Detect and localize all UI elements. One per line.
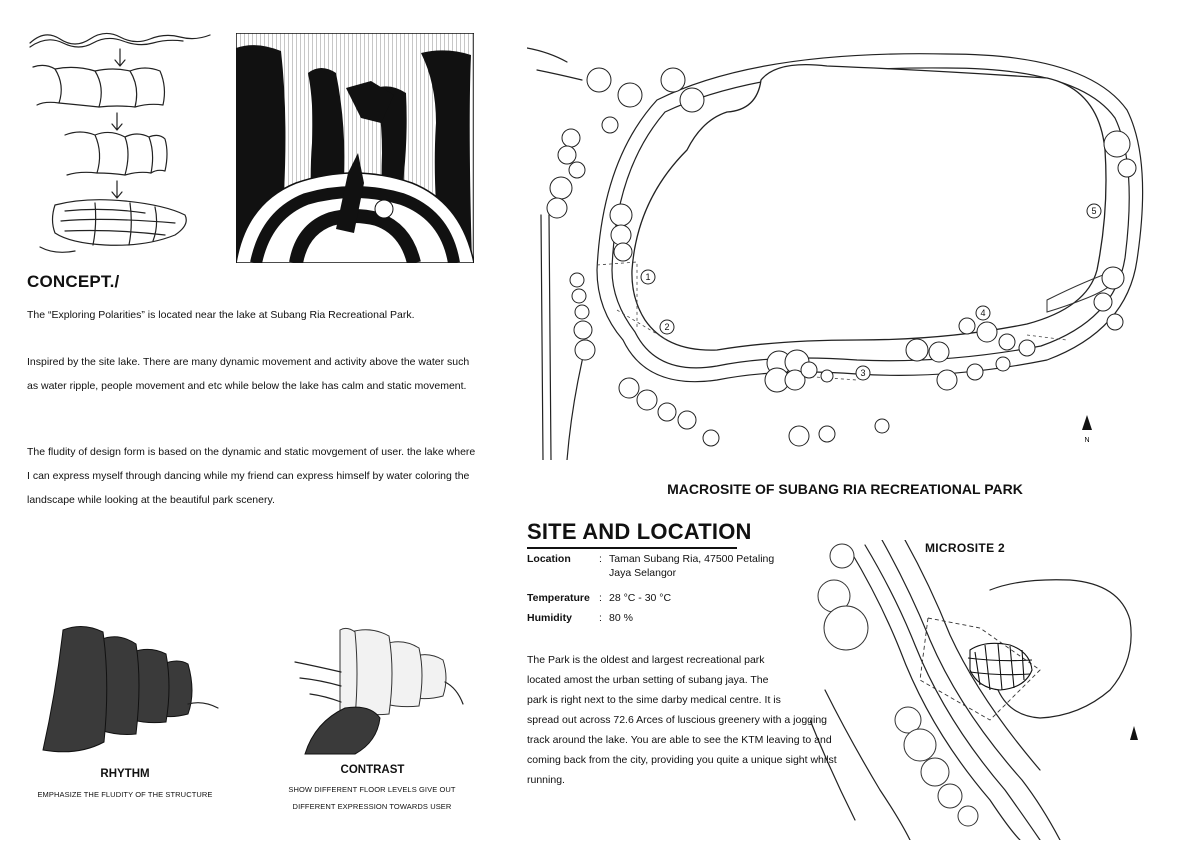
microsite-title: MICROSITE 2 bbox=[925, 541, 1005, 555]
park-description-line: park is right next to the sime darby medical centre. It is bbox=[527, 694, 781, 706]
info-value-location-line-2: Jaya Selangor bbox=[609, 567, 677, 579]
contrast-title: CONTRAST bbox=[340, 764, 405, 776]
rhythm-description: EMPHASIZE THE FLUDITY OF THE STRUCTURE bbox=[37, 790, 213, 799]
site-heading: SITE AND LOCATION bbox=[527, 519, 752, 544]
polarities-ink-sketch bbox=[236, 33, 474, 263]
marker-4: 4 bbox=[980, 308, 986, 318]
wave-form-concept-sketch bbox=[25, 25, 220, 265]
marker-3: 3 bbox=[860, 368, 866, 378]
rhythm-sketch bbox=[38, 622, 238, 762]
macrosite-map bbox=[527, 40, 1167, 460]
info-colon-temperature: : bbox=[599, 592, 602, 604]
north-label: N bbox=[1084, 437, 1090, 444]
park-description-line: The Park is the oldest and largest recreational park bbox=[527, 654, 765, 666]
concept-paragraph-location: The “Exploring Polarities” is located near the lake at Subang Ria Recreational Park. bbox=[27, 309, 415, 321]
marker-2: 2 bbox=[664, 322, 670, 332]
info-colon-location: : bbox=[599, 553, 602, 565]
marker-5: 5 bbox=[1091, 206, 1097, 216]
info-value-humidity: 80 % bbox=[609, 612, 633, 624]
info-label-temperature: Temperature bbox=[527, 592, 590, 604]
site-heading-underline bbox=[527, 547, 737, 549]
concept-heading: CONCEPT./ bbox=[27, 272, 120, 291]
rhythm-title: RHYTHM bbox=[100, 768, 150, 780]
park-description-line: track around the lake. You are able to see the KTM leaving to and bbox=[527, 734, 832, 746]
info-value-temperature: 28 °C - 30 °C bbox=[609, 592, 672, 604]
park-description-line: coming back from the city, providing you quite a unique sight whilst bbox=[527, 754, 837, 766]
contrast-description-line-2: DIFFERENT EXPRESSION TOWARDS USER bbox=[292, 802, 452, 811]
info-location bbox=[527, 553, 787, 581]
park-description-line: located amost the urban setting of subang jaya. The bbox=[527, 674, 769, 686]
north-arrow-icon bbox=[1082, 415, 1092, 444]
info-colon-humidity: : bbox=[599, 612, 602, 624]
macrosite-title: MACROSITE OF SUBANG RIA RECREATIONAL PARK bbox=[667, 481, 1023, 497]
contrast-description-line-1: SHOW DIFFERENT FLOOR LEVELS GIVE OUT bbox=[288, 785, 456, 794]
park-description-line: running. bbox=[527, 774, 565, 786]
info-humidity bbox=[527, 612, 787, 626]
info-label-location: Location bbox=[527, 553, 571, 565]
north-arrow-icon bbox=[1130, 726, 1138, 740]
park-description-line: spread out across 72.6 Arces of luscious greenery with a jogging bbox=[527, 714, 828, 726]
info-value-location-line-1: Taman Subang Ria, 47500 Petaling bbox=[609, 553, 775, 565]
info-label-humidity: Humidity bbox=[527, 612, 572, 624]
concept-paragraph-fluidity: The fludity of design form is based on the dynamic and static movgement of user. the lake where I can express myself through dancing while my friend can express himself by water coloring the landscape while looking at the beautiful park scenery. bbox=[27, 446, 476, 506]
contrast-sketch bbox=[285, 622, 475, 762]
concept-paragraph-inspiration: Inspired by the site lake. There are many dynamic movement and activity above the water such as water ripple, people movement and etc while below the lake has calm and static movement. bbox=[27, 356, 470, 392]
marker-1: 1 bbox=[645, 272, 651, 282]
microsite-2-sketch bbox=[810, 540, 1150, 840]
info-temperature bbox=[527, 592, 787, 606]
